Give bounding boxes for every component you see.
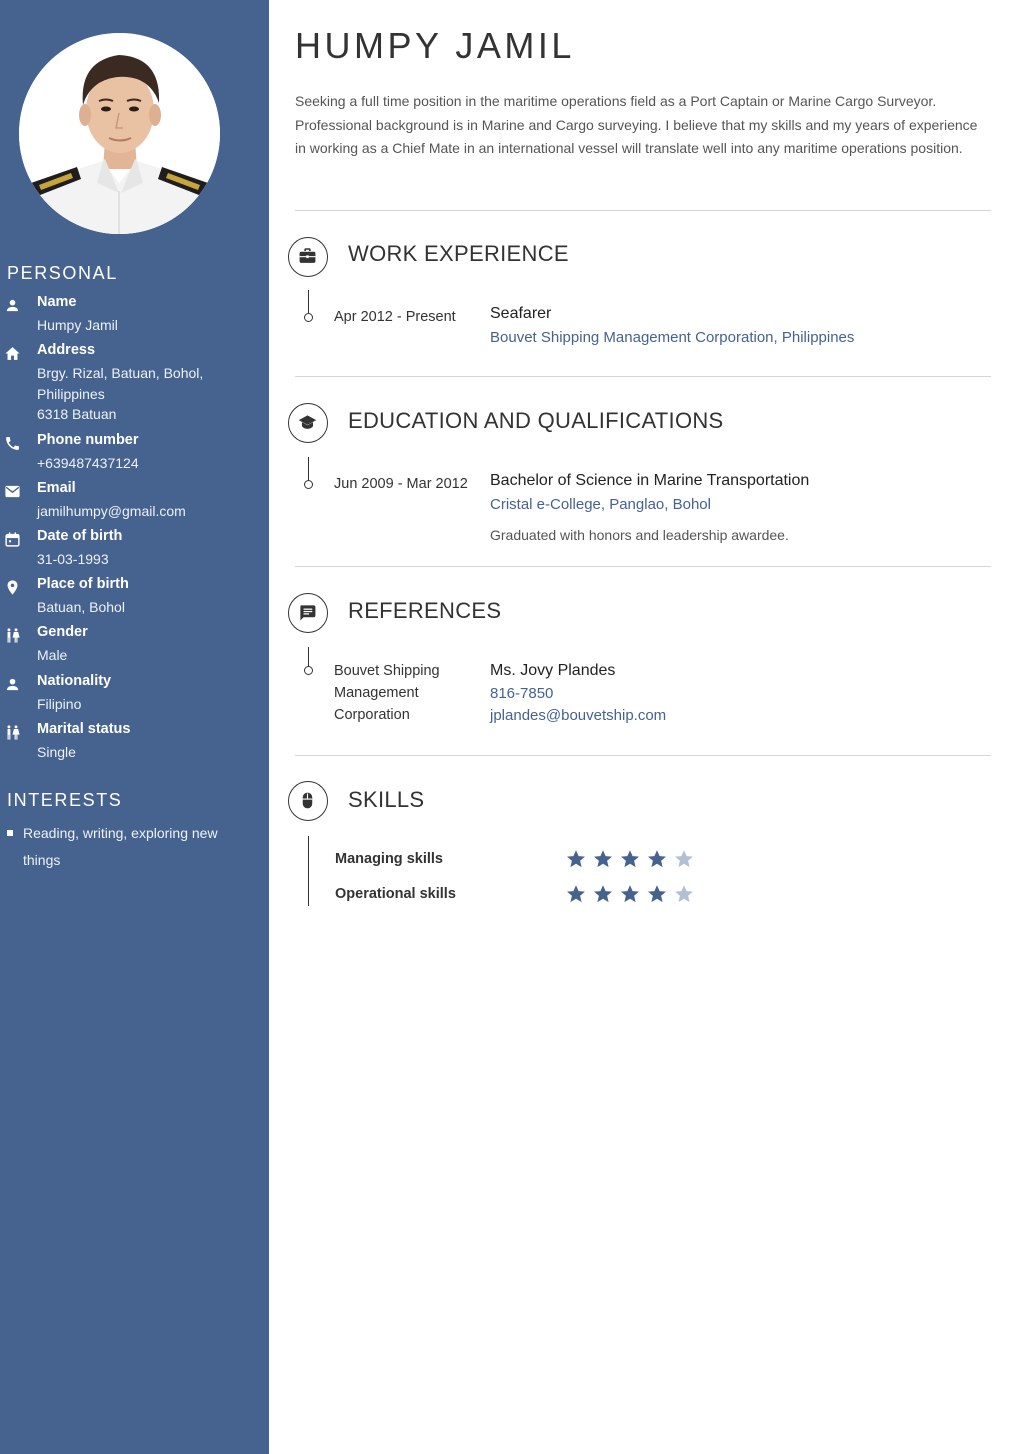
reference-organization: [334, 660, 440, 726]
org-line: Corporation: [334, 707, 410, 723]
personal-item-value: [37, 549, 259, 570]
star-filled-icon: [647, 849, 667, 869]
star-filled-icon: [620, 849, 640, 869]
value-line: Batuan, Bohol: [37, 599, 125, 615]
value-line: Philippines: [37, 385, 105, 402]
personal-item-value: [37, 315, 259, 336]
value-line: jamilhumpy@gmail.com: [37, 503, 186, 519]
personal-item-label: Phone number: [37, 432, 139, 448]
personal-item-value: [37, 363, 259, 425]
personal-item-label: Date of birth: [37, 528, 123, 544]
value-line: 6318 Batuan: [37, 406, 117, 422]
personal-item-value: [37, 645, 259, 666]
personal-item-label: Place of birth: [37, 576, 129, 592]
personal-item-value: [37, 597, 259, 618]
star-empty-icon: [674, 884, 694, 904]
value-line: Single: [37, 744, 76, 760]
education-description: Graduated with honors and leadership awardee.: [490, 527, 789, 543]
value-line: +639487437124: [37, 455, 139, 471]
personal-item-label: Nationality: [37, 673, 112, 689]
personal-heading: PERSONAL: [7, 263, 118, 283]
person-icon: [4, 297, 21, 314]
interest-text: Reading, writing, exploring new things: [23, 825, 218, 868]
personal-item-value: [37, 742, 259, 763]
star-filled-icon: [566, 849, 586, 869]
value-line: Filipino: [37, 696, 82, 712]
star-empty-icon: [674, 849, 694, 869]
value-line: Humpy Jamil: [37, 317, 118, 333]
personal-item-label: Name: [37, 294, 77, 310]
star-filled-icon: [593, 884, 613, 904]
value-line: 31-03-1993: [37, 551, 109, 567]
location-pin-icon: [4, 579, 21, 596]
reference-phone[interactable]: 816-7850: [490, 685, 554, 702]
timeline-line: [308, 836, 309, 906]
gender-icon: [4, 627, 21, 644]
personal-item-value: [37, 694, 259, 715]
reference-name: Ms. Jovy Plandes: [490, 662, 616, 679]
mouse-icon: [288, 781, 328, 821]
couple-icon: [4, 724, 21, 741]
employer: Bouvet Shipping Management Corporation, Philippines: [490, 329, 855, 346]
personal-item-label: Address: [37, 342, 96, 358]
email-icon: [4, 483, 21, 500]
section-title: WORK EXPERIENCE: [348, 241, 569, 266]
personal-item-label: Email: [37, 480, 76, 496]
section-divider: [295, 210, 991, 211]
phone-icon: [4, 435, 21, 452]
chat-icon: [288, 593, 328, 633]
home-icon: [4, 345, 21, 362]
skill-name: Operational skills: [335, 886, 456, 902]
skill-name: Managing skills: [335, 851, 443, 867]
section-title: REFERENCES: [348, 598, 502, 623]
section-divider: [295, 376, 991, 377]
degree-title: Bachelor of Science in Marine Transportation: [490, 472, 810, 489]
star-filled-icon: [566, 884, 586, 904]
timeline-dot: [304, 313, 313, 322]
bullet-icon: [7, 830, 13, 836]
timeline-dot: [304, 666, 313, 675]
value-line: Male: [37, 647, 68, 663]
reference-email[interactable]: jplandes@bouvetship.com: [490, 707, 667, 724]
candidate-name: HUMPY JAMIL: [295, 25, 575, 66]
main-content: [269, 0, 1020, 1454]
profile-summary: Seeking a full time position in the maritime operations field as a Port Captain or Marine Cargo Surveyor. Professional background is in Marine and Cargo surveying. I believe that my skills and my years of experience in working as a Chief Mate in an international vessel will translate well into any maritime operations position.: [295, 93, 978, 156]
value-line: Brgy. Rizal, Batuan, Bohol,: [37, 365, 204, 381]
job-title: Seafarer: [490, 305, 552, 322]
sidebar: [0, 0, 269, 1454]
personal-item-label: Gender: [37, 624, 88, 640]
entry-date: Apr 2012 - Present: [334, 309, 456, 325]
star-filled-icon: [647, 884, 667, 904]
personal-item-value: [37, 501, 259, 522]
entry-date: Jun 2009 - Mar 2012: [334, 476, 468, 492]
timeline-dot: [304, 480, 313, 489]
star-filled-icon: [620, 884, 640, 904]
section-divider: [295, 755, 991, 756]
timeline-line: [308, 647, 309, 667]
personal-item-value: [37, 453, 259, 474]
section-title: EDUCATION AND QUALIFICATIONS: [348, 408, 724, 433]
profile-photo: [19, 33, 220, 234]
org-line: Bouvet Shipping: [334, 663, 440, 679]
briefcase-icon: [288, 237, 328, 277]
org-line: Management: [334, 685, 419, 701]
calendar-icon: [4, 531, 21, 548]
institution: Cristal e-College, Panglao, Bohol: [490, 496, 711, 513]
star-filled-icon: [593, 849, 613, 869]
graduation-cap-icon: [288, 403, 328, 443]
section-divider: [295, 566, 991, 567]
person-icon: [4, 676, 21, 693]
interests-heading: INTERESTS: [7, 790, 123, 810]
section-title: SKILLS: [348, 787, 425, 812]
personal-item-label: Marital status: [37, 721, 131, 737]
